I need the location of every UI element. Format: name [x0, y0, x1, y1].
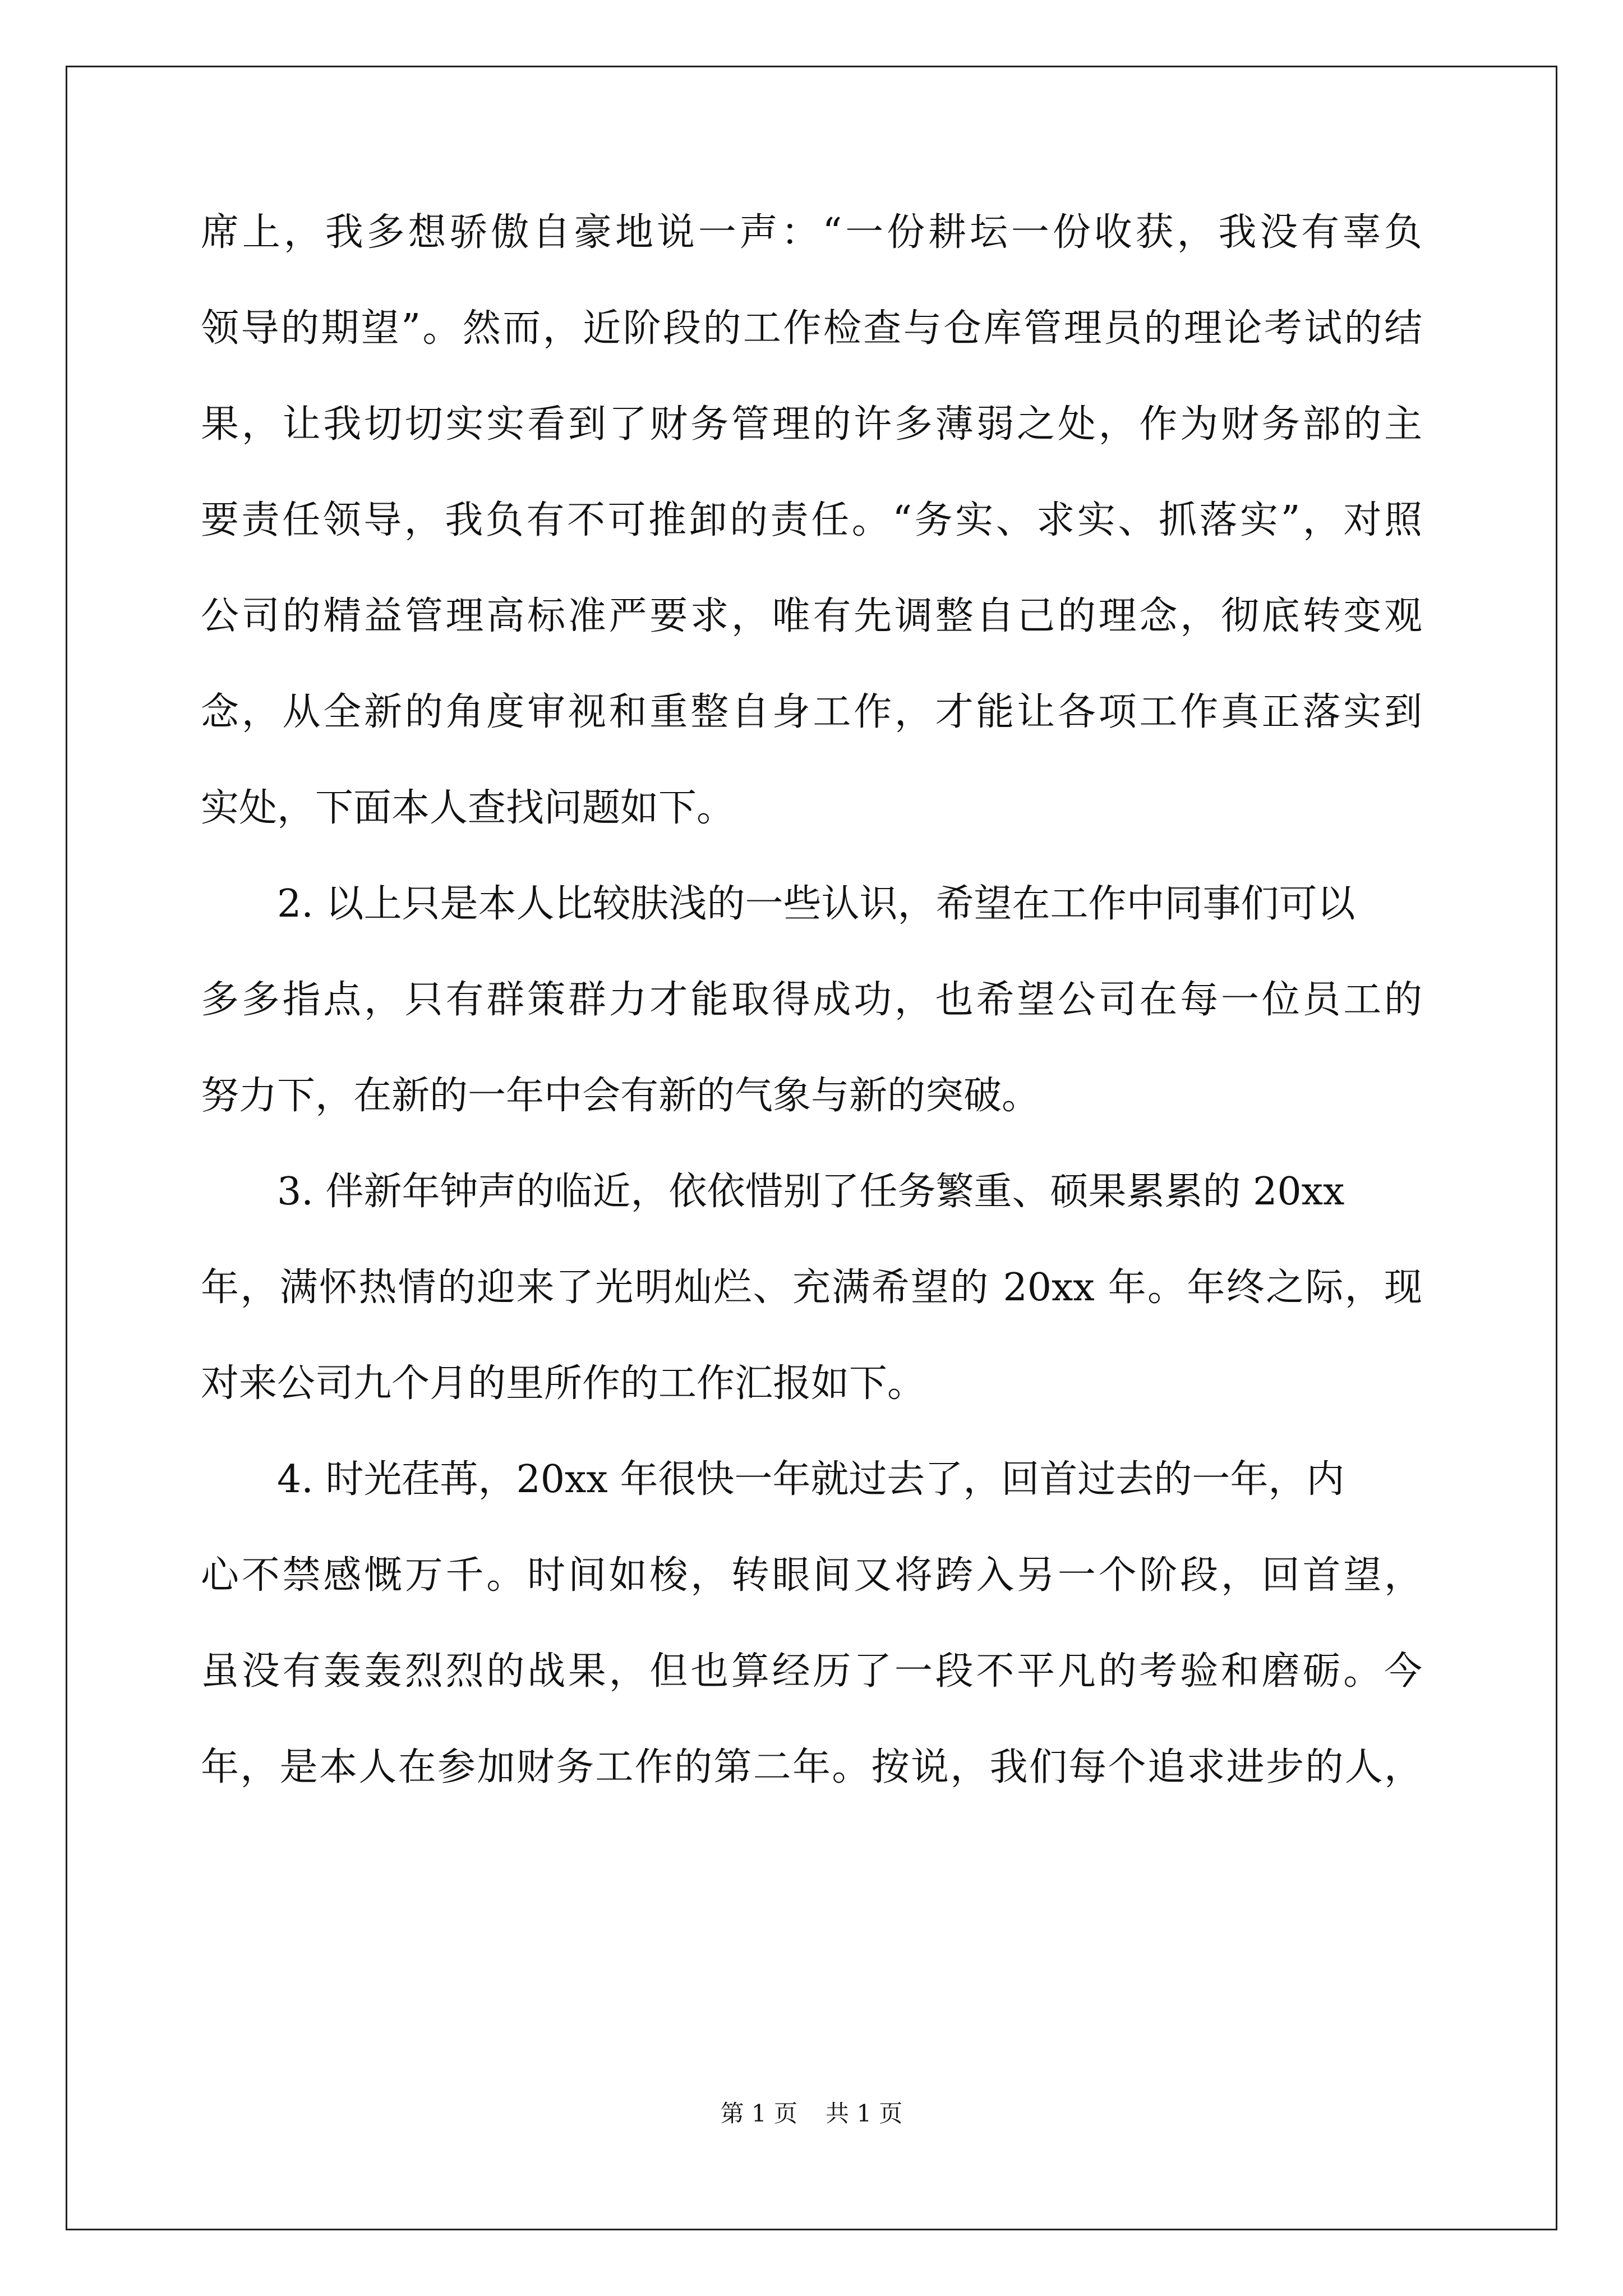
page-footer	[0, 2097, 1623, 2131]
text-line: 努力下，在新的一年中会有新的气象与新的突破。	[201, 1074, 1040, 1118]
page-border	[66, 66, 1557, 2230]
text-line: 念，从全新的角度审视和重整自身工作，才能让各项工作真正落实到	[201, 690, 1422, 734]
paragraph-first-line	[201, 1446, 1344, 1513]
text-line: 领导的期望”。然而，近阶段的工作检查与仓库管理员的理论考试的结	[201, 306, 1422, 351]
text-line: 年，是本人在参加财务工作的第二年。按说，我们每个追求进步的人，	[201, 1745, 1422, 1789]
text-line: 对来公司九个月的里所作的工作汇报如下。	[201, 1361, 926, 1406]
text-line: 2. 以上只是本人比较肤浅的一些认识，希望在工作中同事们可以	[277, 882, 1355, 926]
text-line: 心不禁感慨万千。时间如梭，转眼间又将跨入另一个阶段，回首望，	[201, 1553, 1422, 1598]
text-line: 多多指点，只有群策群力才能取得成功，也希望公司在每一位员工的	[201, 978, 1422, 1022]
page-number-current: 第 1 页	[720, 2100, 797, 2127]
text-line: 3. 伴新年钟声的临近，依依惜别了任务繁重、硕果累累的 20xx	[277, 1170, 1345, 1214]
text-line: 要责任领导，我负有不可推卸的责任。“务实、求实、抓落实”，对照	[201, 498, 1422, 542]
text-line: 实处，下面本人查找问题如下。	[201, 786, 735, 830]
text-line: 4. 时光荏苒，20xx 年很快一年就过去了，回首过去的一年，内	[277, 1457, 1345, 1502]
paragraph-first-line	[201, 1158, 1344, 1226]
text-line: 年，满怀热情的迎来了光明灿烂、充满希望的 20xx 年。年终之际，现	[201, 1266, 1422, 1310]
page-number-total: 共 1 页	[826, 2100, 903, 2127]
paragraph-first-line	[201, 871, 1355, 938]
text-line: 虽没有轰轰烈烈的战果，但也算经历了一段不平凡的考验和磨砺。今	[201, 1649, 1422, 1694]
text-line: 席上，我多想骄傲自豪地说一声：“一份耕坛一份收获，我没有辜负	[201, 210, 1422, 255]
text-line: 果，让我切切实实看到了财务管理的许多薄弱之处，作为财务部的主	[201, 402, 1422, 447]
text-line: 公司的精益管理高标准严要求，唯有先调整自己的理念，彻底转变观	[201, 594, 1422, 638]
